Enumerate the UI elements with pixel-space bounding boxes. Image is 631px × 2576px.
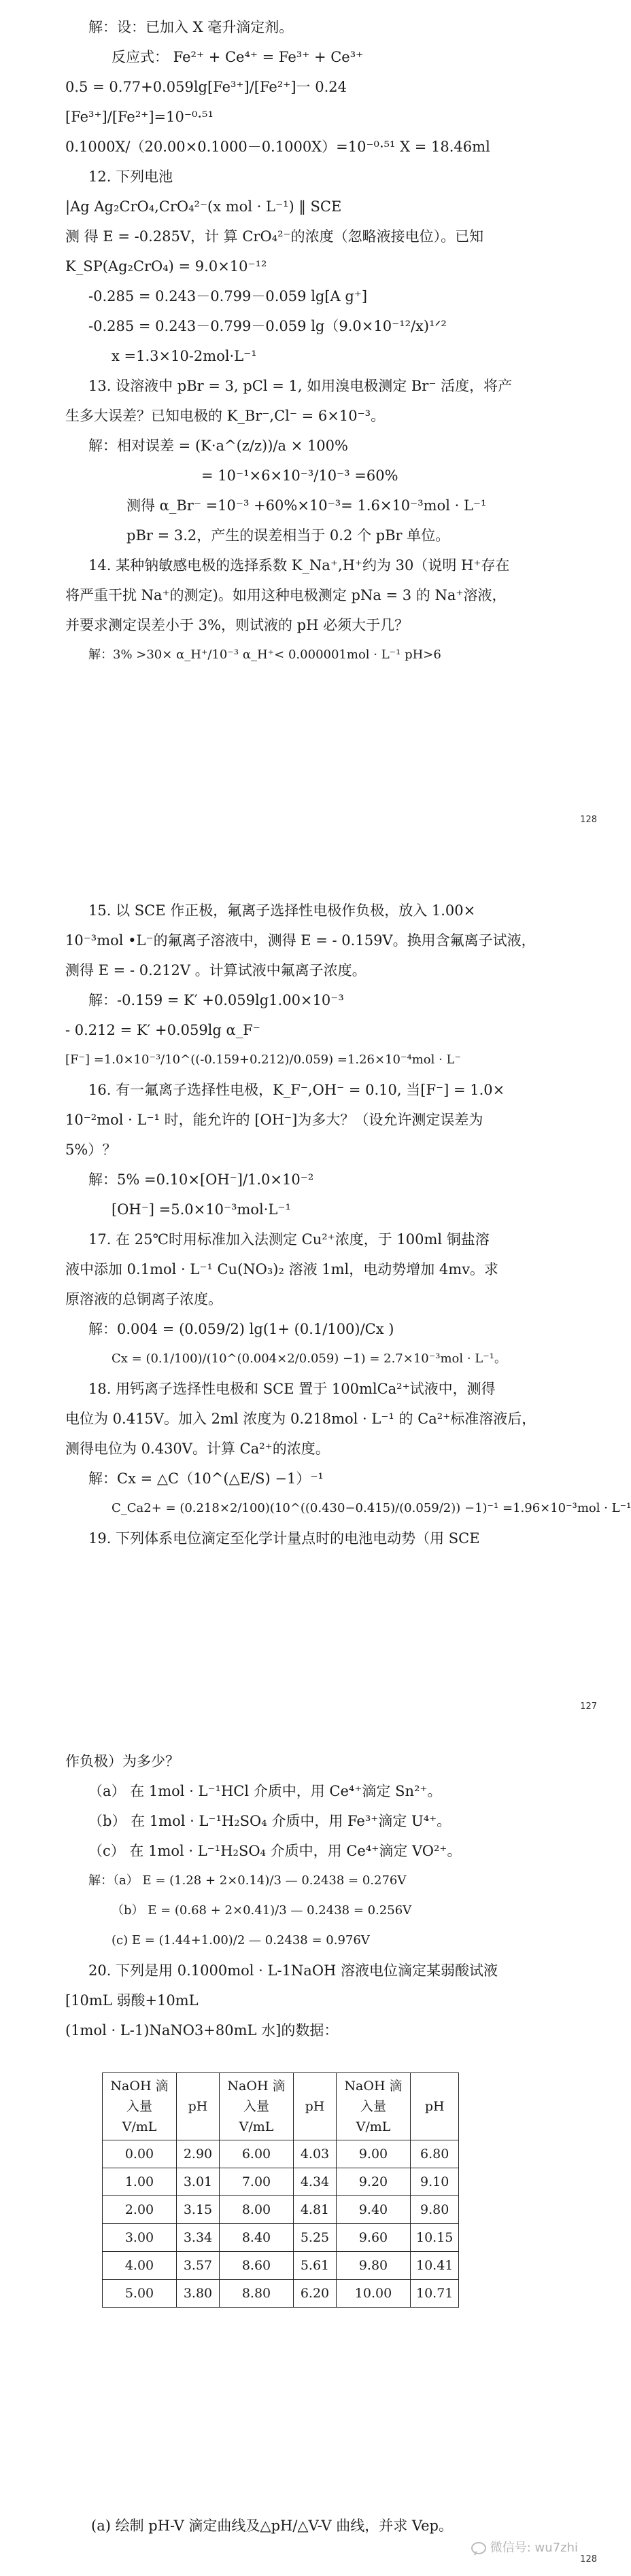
line: 0.5 = 0.77+0.059lg[Fe³⁺]/[Fe²⁺]一 0.24 — [65, 79, 347, 95]
line: （c） 在 1mol · L⁻¹H₂SO₄ 介质中，用 Ce⁴⁺滴定 VO²⁺。 — [88, 1843, 462, 1859]
line: 20. 下列是用 0.1000mol · L-1NaOH 溶液电位滴定某弱酸试液 — [88, 1962, 498, 1979]
table-cell: 7.00 — [220, 2168, 294, 2196]
table-cell: 4.34 — [294, 2168, 337, 2196]
table-cell: 9.40 — [337, 2196, 411, 2224]
table-cell: 8.60 — [220, 2252, 294, 2280]
table-cell: 2.00 — [103, 2196, 177, 2224]
table-cell: 9.10 — [411, 2168, 459, 2196]
column-header: NaOH 滴入量 V/mL — [220, 2073, 294, 2140]
table-row — [103, 2140, 459, 2168]
line: 原溶液的总铜离子浓度。 — [65, 1291, 222, 1307]
line: 测 得 E = -0.285V，计 算 CrO₄²⁻的浓度（忽略液接电位）。已知 — [65, 228, 484, 245]
page-number: 127 — [580, 1701, 597, 1712]
column-header: NaOH 滴入量 V/mL — [337, 2073, 411, 2140]
line: 电位为 0.415V。加入 2ml 浓度为 0.218mol · L⁻¹ 的 Ca²⁺标准溶液后， — [65, 1411, 536, 1427]
table-cell: 1.00 — [103, 2168, 177, 2196]
line: 5%）？ — [65, 1142, 117, 1158]
column-header: pH — [294, 2073, 337, 2140]
line: 测得 E = - 0.212V 。计算试液中氟离子浓度。 — [65, 962, 366, 978]
page-2 — [0, 883, 631, 1719]
table-cell: 10.15 — [411, 2224, 459, 2252]
table-cell: 4.00 — [103, 2252, 177, 2280]
table-cell: 10.41 — [411, 2252, 459, 2280]
table-cell: 4.81 — [294, 2196, 337, 2224]
table-cell: 6.00 — [220, 2140, 294, 2168]
table-cell: 9.00 — [337, 2140, 411, 2168]
line: 解：Cx = △C（10^(△E/S) −1）⁻¹ — [88, 1470, 324, 1487]
table-cell: 3.57 — [177, 2252, 220, 2280]
line: Cx = (0.1/100)/(10^(0.004×2/0.059) −1) = 2.7×10⁻³mol · L⁻¹。 — [112, 1352, 507, 1366]
table-cell: 3.15 — [177, 2196, 220, 2224]
table-cell: 5.25 — [294, 2224, 337, 2252]
table-row — [103, 2168, 459, 2196]
page-1 — [0, 0, 617, 836]
line: (c) E = (1.44+1.00)/2 — 0.2438 = 0.976V — [112, 1933, 370, 1947]
line: 0.1000X/（20.00×0.1000－0.1000X）=10⁻⁰·⁵¹ X = 18.46ml — [65, 139, 490, 155]
line: - 0.212 = K′ +0.059lg α_F⁻ — [65, 1022, 260, 1038]
question-caption: (a) 绘制 pH-V 滴定曲线及△pH/△V-V 曲线，并求 Vep。 — [91, 2518, 453, 2534]
line: 将严重干扰 Na⁺的测定)。如用这种电极测定 pNa = 3 的 Na⁺溶液， — [65, 587, 507, 603]
line: 解：0.004 = (0.059/2) lg(1+ (0.1/100)/Cx ) — [88, 1321, 394, 1337]
titration-data-table — [102, 2072, 459, 2308]
line: 10⁻²mol · L⁻¹ 时，能允许的 [OH⁻]为多大？（设允许测定误差为 — [65, 1112, 483, 1128]
line: （b） 在 1mol · L⁻¹H₂SO₄ 介质中，用 Fe³⁺滴定 U⁴⁺。 — [88, 1813, 451, 1829]
table-row — [103, 2252, 459, 2280]
line: -0.285 = 0.243－0.799－0.059 lg（9.0×10⁻¹²/x)¹ᐟ² — [88, 318, 447, 334]
line: pBr = 3.2，产生的误差相当于 0.2 个 pBr 单位。 — [126, 527, 450, 544]
line: |Ag Ag₂CrO₄,CrO₄²⁻(x mol · L⁻¹) ‖ SCE — [65, 198, 342, 215]
page-number: 128 — [580, 815, 597, 825]
line: 17. 在 25℃时用标准加入法测定 Cu²⁺浓度，于 100ml 铜盐溶 — [88, 1231, 490, 1248]
table-cell: 6.20 — [294, 2280, 337, 2308]
table-cell: 8.80 — [220, 2280, 294, 2308]
line: （a） 在 1mol · L⁻¹HCl 介质中，用 Ce⁴⁺滴定 Sn²⁺。 — [88, 1783, 442, 1799]
line: = 10⁻¹×6×10⁻³/10⁻³ =60% — [201, 467, 398, 484]
table-cell: 9.80 — [411, 2196, 459, 2224]
line: 液中添加 0.1mol · L⁻¹ Cu(NO₃)₂ 溶液 1ml，电动势增加 4mv。求 — [65, 1261, 499, 1277]
table-cell: 0.00 — [103, 2140, 177, 2168]
table-cell: 2.90 — [177, 2140, 220, 2168]
line: C_Ca2+ = (0.218×2/100)(10^((0.430−0.415)/(0.059/2)) −1)⁻¹ =1.96×10⁻³mol · L⁻¹ — [112, 1501, 631, 1515]
table-row — [103, 2224, 459, 2252]
column-header: pH — [411, 2073, 459, 2140]
line: 作负极）为多少？ — [65, 1753, 180, 1769]
line: 14. 某种钠敏感电极的选择系数 K_Na⁺,H⁺约为 30（说明 H⁺存在 — [88, 557, 510, 574]
table-row — [103, 2280, 459, 2308]
table-cell: 3.34 — [177, 2224, 220, 2252]
line: 15. 以 SCE 作正极，氟离子选择性电极作负极，放入 1.00× — [88, 902, 476, 919]
line: 解：（a） E = (1.28 + 2×0.14)/3 — 0.2438 = 0.276V — [88, 1873, 407, 1888]
table-cell: 10.71 — [411, 2280, 459, 2308]
line: [F⁻] =1.0×10⁻³/10^((-0.159+0.212)/0.059) =1.26×10⁻⁴mol · L⁻ — [65, 1053, 461, 1067]
line: 解：设：已加入 X 毫升滴定剂。 — [88, 19, 294, 35]
line: [10mL 弱酸+10mL — [65, 1992, 199, 2009]
line: 测得 α_Br⁻ =10⁻³ +60%×10⁻³= 1.6×10⁻³mol · L⁻¹ — [126, 497, 487, 514]
line: 13. 设溶液中 pBr = 3, pCl = 1, 如用溴电极测定 Br⁻ 活度，将产 — [88, 378, 513, 394]
page-3 — [0, 1746, 617, 2576]
column-header: pH — [177, 2073, 220, 2140]
line: 反应式： Fe²⁺ + Ce⁴⁺ = Fe³⁺ + Ce³⁺ — [112, 49, 364, 65]
watermark — [471, 2533, 578, 2563]
table-row — [103, 2196, 459, 2224]
line: 解：5% =0.10×[OH⁻]/1.0×10⁻² — [88, 1171, 314, 1188]
table-cell: 10.00 — [337, 2280, 411, 2308]
line: 解：-0.159 = K′ +0.059lg1.00×10⁻³ — [88, 992, 344, 1008]
table-header-row — [103, 2073, 459, 2140]
line: 19. 下列体系电位滴定至化学计量点时的电池电动势（用 SCE — [88, 1530, 480, 1547]
table-cell: 5.61 — [294, 2252, 337, 2280]
line: 12. 下列电池 — [88, 169, 173, 185]
page-number: 128 — [580, 2554, 597, 2564]
line: （b） E = (0.68 + 2×0.41)/3 — 0.2438 = 0.256V — [112, 1903, 412, 1918]
table-cell: 3.80 — [177, 2280, 220, 2308]
line: 16. 有一氟离子选择性电极，K_F⁻,OH⁻ = 0.10, 当[F⁻] = 1.0× — [88, 1082, 505, 1098]
line: 解：相对误差 = (K·a^(z/z))/a × 100% — [88, 438, 348, 454]
table-cell: 9.60 — [337, 2224, 411, 2252]
column-header: NaOH 滴入量 V/mL — [103, 2073, 177, 2140]
table-cell: 8.00 — [220, 2196, 294, 2224]
table-cell: 3.00 — [103, 2224, 177, 2252]
wechat-icon — [471, 2542, 486, 2554]
table-cell: 9.80 — [337, 2252, 411, 2280]
line: 18. 用钙离子选择性电极和 SCE 置于 100mlCa²⁺试液中，测得 — [88, 1381, 496, 1397]
table-cell: 9.20 — [337, 2168, 411, 2196]
table-cell: 6.80 — [411, 2140, 459, 2168]
table-cell: 4.03 — [294, 2140, 337, 2168]
line: [Fe³⁺]/[Fe²⁺]=10⁻⁰·⁵¹ — [65, 109, 214, 125]
line: 并要求测定误差小于 3%，则试液的 pH 必须大于几？ — [65, 617, 409, 633]
table-cell: 3.01 — [177, 2168, 220, 2196]
line: 解：3% >30× α_H⁺/10⁻³ α_H⁺< 0.000001mol · L⁻¹ pH>6 — [88, 648, 441, 662]
line: x =1.3×10-2mol·L⁻¹ — [112, 348, 257, 364]
watermark-text: 微信号: wu7zhi — [490, 2541, 578, 2555]
line: 生多大误差？已知电极的 K_Br⁻,Cl⁻ = 6×10⁻³。 — [65, 408, 386, 424]
table-cell: 5.00 — [103, 2280, 177, 2308]
table-cell: 8.40 — [220, 2224, 294, 2252]
line: (1mol · L-1)NaNO3+80mL 水]的数据： — [65, 2022, 339, 2039]
line: 10⁻³mol •L⁻的氟离子溶液中，测得 E = - 0.159V。换用含氟离子试液， — [65, 932, 536, 949]
line: K_SP(Ag₂CrO₄) = 9.0×10⁻¹² — [65, 258, 267, 275]
line: -0.285 = 0.243－0.799－0.059 lg[A g⁺] — [88, 288, 368, 304]
line: [OH⁻] =5.0×10⁻³mol·L⁻¹ — [112, 1201, 291, 1218]
line: 测得电位为 0.430V。计算 Ca²⁺的浓度。 — [65, 1441, 330, 1457]
